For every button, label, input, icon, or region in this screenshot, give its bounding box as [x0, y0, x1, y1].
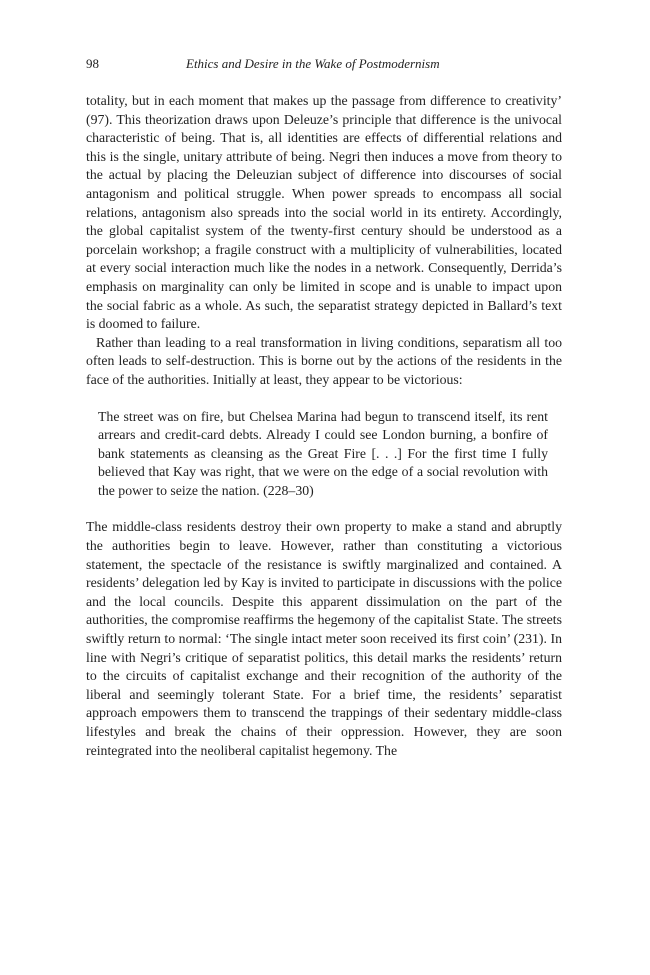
- paragraph: The middle-class residents destroy their own property to make a stand and abruptly the authorities begin to leave. However, rather than constituting a victorious statement, the spectacle of the resistance is swiftly marginalized and contained. A residents’ delegation led by Kay is invited to participate in discussions with the police and the local councils. Despite this apparent dissimulation on the part of the authorities, the compromise reaffirms the hegemony of the capitalist State. The streets swiftly return to normal: ‘The single intact meter soon received its first coin’ (231). In line with Negri’s critique of separatist politics, this detail marks the residents’ return to the circuits of capitalist exchange and their recognition of the authority of the liberal and seemingly tolerant State. For a brief time, the residents’ separatist approach empowers them to transcend the trappings of their sedentary middle-class lifestyles and break the chains of their oppression. However, they are soon reintegrated into the neoliberal capitalist hegemony. The: [86, 519, 562, 758]
- body-text: [86, 92, 562, 760]
- block-quote: The street was on fire, but Chelsea Marina had begun to transcend itself, its rent arrears and credit-card debts. Already I could see London burning, a bonfire of bank statements as cleansing as the Great Fire [. . .] For the first time I fully believed that Kay was right, that we were on the edge of a social revolution with the power to seize the nation. (228–30): [98, 408, 548, 498]
- book-page: [86, 56, 562, 760]
- running-header: [86, 56, 562, 78]
- paragraph: Rather than leading to a real transformation in living conditions, separatism all too often leads to self-destruction. This is borne out by the actions of the residents in the face of the authorities. Initially at least, they appear to be victorious:: [86, 334, 562, 387]
- running-title: Ethics and Desire in the Wake of Postmodernism: [186, 56, 440, 71]
- paragraph: totality, but in each moment that makes up the passage from difference to creativity’ (97). This theorization draws upon Deleuze’s principle that difference is the univocal characteristic of being. That is, all identities are effects of differential relations and this is the single, unitary attribute of being. Negri then induces a move from theory to the actual by placing the Deleuzian subject of difference into discourses of social antagonism and political struggle. When power spreads to encompass all social relations, antagonism also spreads into the social world in its entirety. Accordingly, the global capitalist system of the twenty-first century should be understood as a porcelain workshop; a fragile construct with a multiplicity of vulnerabilities, located at every social interaction much like the nodes in a network. Consequently, Derrida’s emphasis on marginality can only be limited in scope and is unable to impact upon the social fabric as a whole. As such, the separatist strategy depicted in Ballard’s text is doomed to failure.: [86, 93, 562, 332]
- page-number: 98: [86, 56, 99, 71]
